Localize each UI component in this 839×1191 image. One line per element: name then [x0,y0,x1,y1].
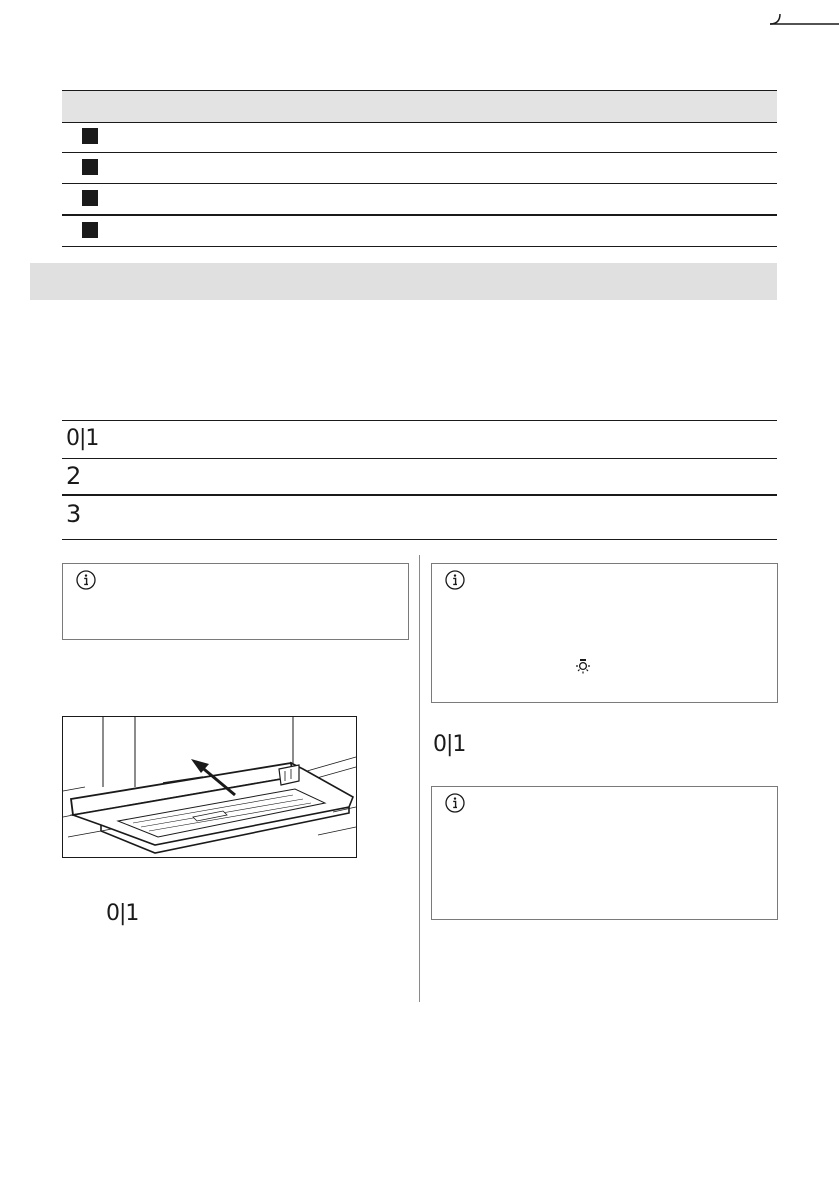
info-circle-icon [445,570,465,590]
on-off-symbol-inline: 0|1 [433,732,466,757]
info-box-right-2 [431,786,778,920]
row-marker [82,128,98,144]
column-divider [419,555,420,1002]
extendable-hood-illustration [63,717,356,857]
speed-3-symbol: 3 [66,500,81,528]
row-marker [82,159,98,175]
info-box-left [62,563,409,640]
hood-illustration-frame [62,716,357,858]
on-off-symbol: 0|1 [66,426,99,451]
section-heading-band [30,263,777,300]
on-off-symbol-inline: 0|1 [106,901,139,926]
corner-mark [770,0,839,30]
info-box-right-1 [431,563,778,703]
row-marker [82,190,98,206]
speed-2-symbol: 2 [66,462,81,490]
info-circle-icon [445,793,465,813]
light-bulb-icon [573,656,593,676]
table-1-header [62,90,777,123]
info-circle-icon [76,570,96,590]
row-marker [82,222,98,238]
